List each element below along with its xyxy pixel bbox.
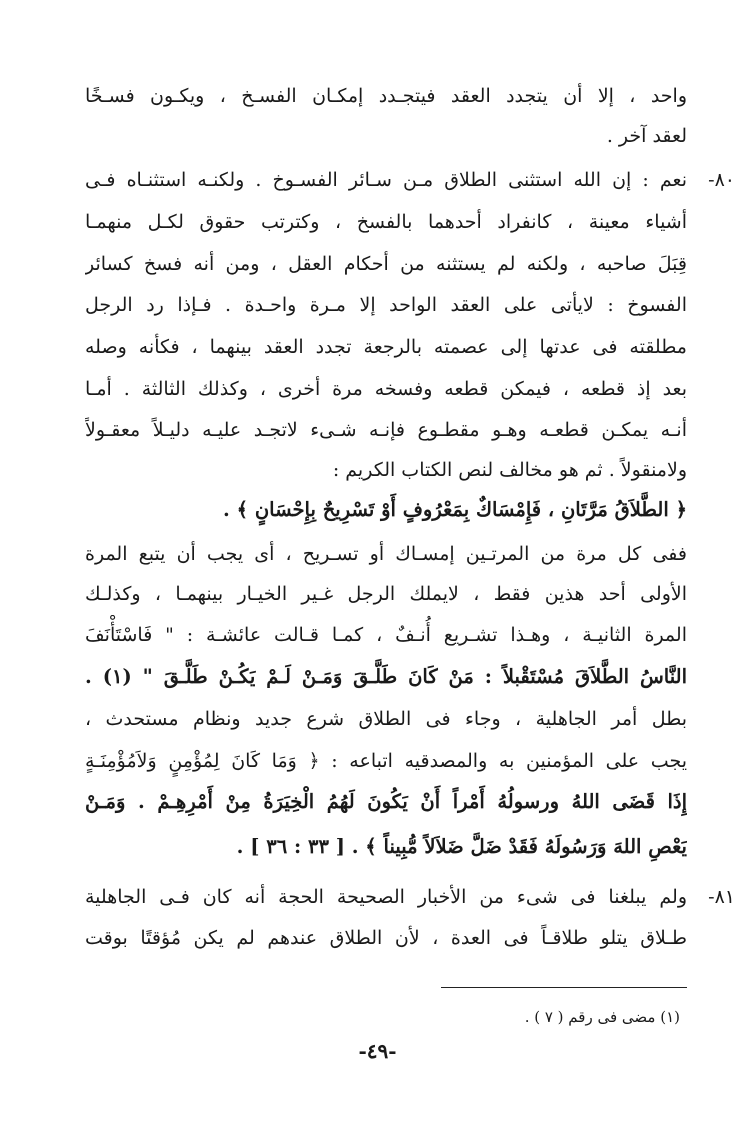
- text-line: ولم يبلغنا فى شىء من الأخبار الصحيحة الحجة أنه كان فـى الجاهلية: [85, 886, 687, 908]
- text-line: المرة الثانيـة ، وهـذا تشـريع أُنـفٌ ، كمـا قـالت عائشـة : " فَاسْتَأْنَفَ: [85, 624, 687, 646]
- quran-verse: يَعْصِ اللهَ وَرَسُولَهُ فَقَدْ ضَلَّ ضَلاَلاً مُّبِيناً ﴾ . [ ٣٣ : ٣٦ ] .: [236, 835, 687, 858]
- text-line: الأولى أحد هذين فقط ، لايملك الرجل غـير الخيـار بينهمـا ، وكذلـك: [85, 583, 687, 605]
- text-line: مطلقته فى عدتها إلى عصمته بالرجعة تجدد العقد بينهما ، فكأنه وصله: [85, 336, 687, 358]
- text-line: لعقد آخر .: [606, 125, 687, 147]
- quran-verse: إِذَا قَضَى اللهُ ورسولُهُ أَمْراً أَنْ يَكُونَ لَهُمُ الْخِيَرَةُ مِنْ أَمْرِهِـمْ . وَمَـنْ: [85, 790, 687, 813]
- text-line: أشياء معينة ، كانفراد أحدهما بالفسخ ، وكترتب حقوق لكـل منهمـا: [85, 211, 687, 233]
- text-line: بطل أمر الجاهلية ، وجاء فى الطلاق شرع جديد ونظام مستحدث ،: [85, 708, 687, 730]
- text-line: الفسوخ : لايأتى على العقد الواحد إلا مـرة واحـدة . فـإذا رد الرجل: [85, 294, 687, 316]
- text-line: ولامنقولاً . ثم هو مخالف لنص الكتاب الكريم :: [332, 459, 687, 481]
- quran-verse: ﴿ الطَّلاَقُ مَرَّتَانِ ، فَإِمْسَاكٌ بِمَعْرُوفٍ أَوْ تَسْرِيحٌ بِإِحْسَانٍ ﴾ .: [223, 498, 687, 521]
- page-number: -٤٩-: [358, 1039, 397, 1063]
- quoted-saying: النَّاسُ الطَّلاَقَ مُسْتَقْبلاً : مَنْ كَانَ طَلَّـقَ وَمَـنْ لَـمْ يَكُـنْ طَلَّـقَ " (١) .: [85, 665, 687, 688]
- text-line: نعم : إن الله استثنى الطلاق مـن سـائر الفسـوخ . ولكنـه استثنـاه فـى: [85, 169, 687, 191]
- paragraph-number: ٨٠-: [708, 169, 735, 191]
- text-line: طـلاق يتلو طلاقـاً فى العدة ، لأن الطلاق عندهم لم يكن مُؤقتًا بوقت: [85, 927, 687, 949]
- text-line: بعد إذ قطعه ، فيمكن قطعه وفسخه مرة أخرى ، وكذلك الثالثة . أمـا: [85, 378, 687, 400]
- text-line: قِبَلَ صاحبه ، ولكنه لم يستثنه من أحكام العقل ، ومن أنه فسخ كسائر: [85, 253, 687, 275]
- text-line: ففى كل مرة من المرتـين إمسـاك أو تسـريح ، أى يجب أن يتبع المرة: [85, 543, 687, 565]
- footnote: (١) مضى فى رقم ( ٧ ) .: [524, 1008, 680, 1026]
- footnote-divider: [441, 987, 687, 988]
- text-line: أنـه يمكـن قطعـه وهـو مقطـوع فإنـه شـىء لاتجـد عليـه دليـلاً معقـولاً: [85, 419, 687, 441]
- paragraph-number: ٨١-: [708, 886, 735, 908]
- text-line: واحد ، إلا أن يتجدد العقد فيتجـدد إمكـان الفسـخ ، ويكـون فسـخًا: [85, 85, 687, 107]
- text-line: يجب على المؤمنين به والمصدقيه اتباعه : ﴿ وَمَا كَانَ لِمُؤْمِنٍ وَلاَمُؤْمِنَـةٍ: [85, 750, 687, 772]
